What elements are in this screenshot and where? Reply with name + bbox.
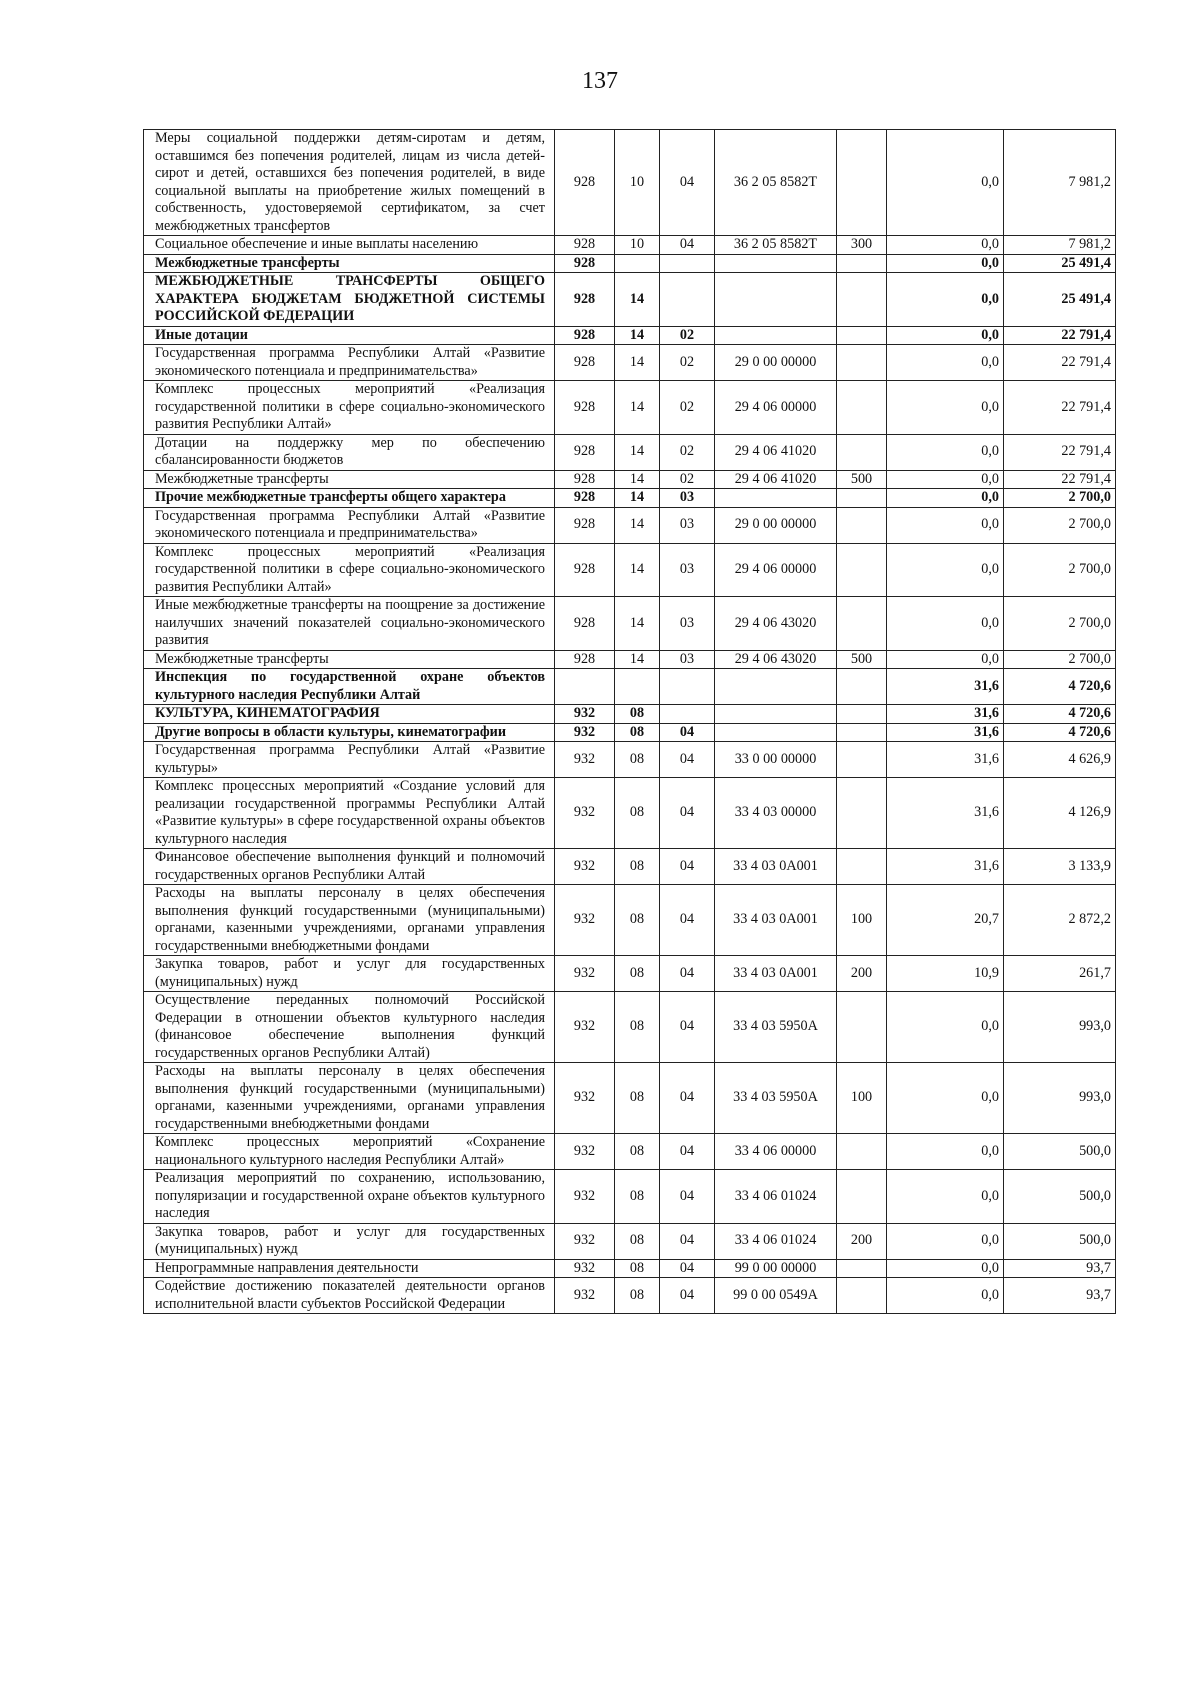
budget-table	[143, 129, 1116, 1314]
grbs-cell: 932	[555, 1223, 615, 1259]
grbs-cell: 932	[555, 705, 615, 724]
subsection-cell: 04	[660, 130, 715, 236]
amount-2-cell: 3 133,9	[1004, 849, 1116, 885]
section-cell: 14	[615, 273, 660, 327]
table-row	[144, 885, 1116, 956]
amount-1-cell: 0,0	[887, 992, 1004, 1063]
subsection-cell: 04	[660, 1278, 715, 1314]
table-row	[144, 489, 1116, 508]
expense-type-cell	[837, 1134, 887, 1170]
expense-type-cell: 100	[837, 885, 887, 956]
subsection-cell: 02	[660, 326, 715, 345]
expense-type-cell: 300	[837, 236, 887, 255]
amount-2-cell: 2 872,2	[1004, 885, 1116, 956]
subsection-cell: 04	[660, 1170, 715, 1224]
section-cell: 08	[615, 1134, 660, 1170]
grbs-cell: 928	[555, 507, 615, 543]
row-name-cell: Расходы на выплаты персоналу в целях обеспечения выполнения функций государственными (муниципальными) органами, казенными учреждениями, органами управления государственными внебюджетными фондами	[144, 1063, 555, 1134]
amount-2-cell: 4 720,6	[1004, 705, 1116, 724]
subsection-cell: 04	[660, 849, 715, 885]
row-name-cell: Межбюджетные трансферты	[144, 470, 555, 489]
table-row	[144, 669, 1116, 705]
section-cell: 08	[615, 742, 660, 778]
row-name-cell: Меры социальной поддержки детям-сиротам и детям, оставшимся без попечения родителей, лицам из числа детей-сирот и детей, оставшихся без попечения родителей, в виде социальной выплаты на приобретение жилых помещений в собственность, удостоверяемой сертификатом, за счет межбюджетных трансфертов	[144, 130, 555, 236]
grbs-cell: 928	[555, 236, 615, 255]
expense-type-cell: 200	[837, 1223, 887, 1259]
subsection-cell: 04	[660, 778, 715, 849]
grbs-cell: 928	[555, 597, 615, 651]
target-article-cell: 29 0 00 00000	[715, 345, 837, 381]
target-article-cell: 33 4 03 5950A	[715, 1063, 837, 1134]
table-row	[144, 507, 1116, 543]
table-row	[144, 254, 1116, 273]
grbs-cell: 928	[555, 470, 615, 489]
grbs-cell: 932	[555, 778, 615, 849]
grbs-cell: 932	[555, 1134, 615, 1170]
section-cell: 08	[615, 705, 660, 724]
row-name-cell: МЕЖБЮДЖЕТНЫЕ ТРАНСФЕРТЫ ОБЩЕГО ХАРАКТЕРА БЮДЖЕТАМ БЮДЖЕТНОЙ СИСТЕМЫ РОССИЙСКОЙ ФЕДЕРАЦИИ	[144, 273, 555, 327]
amount-2-cell: 22 791,4	[1004, 434, 1116, 470]
amount-2-cell: 2 700,0	[1004, 489, 1116, 508]
expense-type-cell	[837, 434, 887, 470]
amount-2-cell: 22 791,4	[1004, 326, 1116, 345]
amount-1-cell: 0,0	[887, 236, 1004, 255]
amount-2-cell: 25 491,4	[1004, 273, 1116, 327]
subsection-cell: 03	[660, 543, 715, 597]
section-cell: 10	[615, 130, 660, 236]
amount-1-cell: 0,0	[887, 650, 1004, 669]
target-article-cell: 29 4 06 00000	[715, 543, 837, 597]
section-cell: 08	[615, 1278, 660, 1314]
amount-2-cell: 22 791,4	[1004, 345, 1116, 381]
grbs-cell: 928	[555, 650, 615, 669]
table-row	[144, 273, 1116, 327]
table-row	[144, 597, 1116, 651]
subsection-cell: 04	[660, 1223, 715, 1259]
row-name-cell: Дотации на поддержку мер по обеспечению сбалансированности бюджетов	[144, 434, 555, 470]
target-article-cell: 33 0 00 00000	[715, 742, 837, 778]
section-cell	[615, 254, 660, 273]
row-name-cell: Закупка товаров, работ и услуг для государственных (муниципальных) нужд	[144, 1223, 555, 1259]
expense-type-cell	[837, 130, 887, 236]
amount-1-cell: 0,0	[887, 130, 1004, 236]
section-cell: 14	[615, 345, 660, 381]
table-row	[144, 1063, 1116, 1134]
grbs-cell: 928	[555, 434, 615, 470]
table-row	[144, 434, 1116, 470]
subsection-cell: 02	[660, 381, 715, 435]
section-cell: 08	[615, 992, 660, 1063]
subsection-cell: 02	[660, 345, 715, 381]
amount-1-cell: 0,0	[887, 345, 1004, 381]
row-name-cell: Комплекс процессных мероприятий «Реализация государственной политики в сфере социально-экономического развития Республики Алтай»	[144, 543, 555, 597]
row-name-cell: Финансовое обеспечение выполнения функций и полномочий государственных органов Республики Алтай	[144, 849, 555, 885]
amount-1-cell: 0,0	[887, 254, 1004, 273]
target-article-cell: 29 4 06 43020	[715, 650, 837, 669]
table-row	[144, 1259, 1116, 1278]
section-cell: 08	[615, 956, 660, 992]
amount-2-cell: 4 126,9	[1004, 778, 1116, 849]
table-row	[144, 849, 1116, 885]
amount-1-cell: 0,0	[887, 1278, 1004, 1314]
expense-type-cell: 200	[837, 956, 887, 992]
table-row	[144, 723, 1116, 742]
target-article-cell: 99 0 00 0549A	[715, 1278, 837, 1314]
table-row	[144, 381, 1116, 435]
expense-type-cell	[837, 705, 887, 724]
page-number: 137	[582, 68, 618, 94]
subsection-cell: 02	[660, 470, 715, 489]
target-article-cell: 36 2 05 8582T	[715, 236, 837, 255]
target-article-cell: 33 4 03 00000	[715, 778, 837, 849]
amount-1-cell: 0,0	[887, 543, 1004, 597]
expense-type-cell	[837, 742, 887, 778]
subsection-cell: 04	[660, 885, 715, 956]
row-name-cell: Непрограммные направления деятельности	[144, 1259, 555, 1278]
target-article-cell: 29 4 06 41020	[715, 470, 837, 489]
grbs-cell: 928	[555, 130, 615, 236]
amount-2-cell: 4 720,6	[1004, 723, 1116, 742]
section-cell	[615, 669, 660, 705]
amount-2-cell: 993,0	[1004, 1063, 1116, 1134]
expense-type-cell	[837, 254, 887, 273]
amount-1-cell: 31,6	[887, 669, 1004, 705]
expense-type-cell	[837, 1278, 887, 1314]
expense-type-cell	[837, 597, 887, 651]
subsection-cell	[660, 705, 715, 724]
table-row	[144, 778, 1116, 849]
amount-1-cell: 0,0	[887, 1223, 1004, 1259]
subsection-cell: 04	[660, 1063, 715, 1134]
row-name-cell: Закупка товаров, работ и услуг для государственных (муниципальных) нужд	[144, 956, 555, 992]
target-article-cell: 29 4 06 00000	[715, 381, 837, 435]
target-article-cell: 33 4 06 01024	[715, 1223, 837, 1259]
subsection-cell	[660, 273, 715, 327]
grbs-cell: 928	[555, 381, 615, 435]
row-name-cell: Государственная программа Республики Алтай «Развитие культуры»	[144, 742, 555, 778]
amount-2-cell: 7 981,2	[1004, 236, 1116, 255]
amount-1-cell: 31,6	[887, 849, 1004, 885]
expense-type-cell	[837, 723, 887, 742]
table-row	[144, 992, 1116, 1063]
grbs-cell: 932	[555, 1278, 615, 1314]
target-article-cell	[715, 273, 837, 327]
subsection-cell	[660, 254, 715, 273]
amount-1-cell: 31,6	[887, 778, 1004, 849]
grbs-cell: 932	[555, 723, 615, 742]
amount-2-cell: 25 491,4	[1004, 254, 1116, 273]
section-cell: 14	[615, 470, 660, 489]
amount-1-cell: 0,0	[887, 1170, 1004, 1224]
row-name-cell: Комплекс процессных мероприятий «Создание условий для реализации государственной программы Республики Алтай «Развитие культуры» в сфере государственной охраны объектов культурного наследия	[144, 778, 555, 849]
target-article-cell: 29 4 06 41020	[715, 434, 837, 470]
subsection-cell: 03	[660, 597, 715, 651]
row-name-cell: Социальное обеспечение и иные выплаты населению	[144, 236, 555, 255]
row-name-cell: Расходы на выплаты персоналу в целях обеспечения выполнения функций государственными (муниципальными) органами, казенными учреждениями, органами управления государственными внебюджетными фондами	[144, 885, 555, 956]
amount-1-cell: 0,0	[887, 1259, 1004, 1278]
row-name-cell: Комплекс процессных мероприятий «Сохранение национального культурного наследия Республики Алтай»	[144, 1134, 555, 1170]
row-name-cell: Иные межбюджетные трансферты на поощрение за достижение наилучших значений показателей социально-экономического развития	[144, 597, 555, 651]
table-row	[144, 1223, 1116, 1259]
amount-1-cell: 31,6	[887, 723, 1004, 742]
section-cell: 08	[615, 885, 660, 956]
expense-type-cell	[837, 992, 887, 1063]
row-name-cell: Другие вопросы в области культуры, кинематографии	[144, 723, 555, 742]
row-name-cell: Иные дотации	[144, 326, 555, 345]
row-name-cell: Прочие межбюджетные трансферты общего характера	[144, 489, 555, 508]
expense-type-cell	[837, 778, 887, 849]
amount-2-cell: 2 700,0	[1004, 597, 1116, 651]
table-row	[144, 470, 1116, 489]
row-name-cell: Государственная программа Республики Алтай «Развитие экономического потенциала и предпринимательства»	[144, 507, 555, 543]
section-cell: 14	[615, 597, 660, 651]
expense-type-cell	[837, 669, 887, 705]
target-article-cell	[715, 489, 837, 508]
row-name-cell: Содействие достижению показателей деятельности органов исполнительной власти субъектов Российской Федерации	[144, 1278, 555, 1314]
section-cell: 08	[615, 1259, 660, 1278]
subsection-cell: 04	[660, 742, 715, 778]
row-name-cell: Межбюджетные трансферты	[144, 254, 555, 273]
expense-type-cell	[837, 489, 887, 508]
amount-1-cell: 31,6	[887, 742, 1004, 778]
amount-2-cell: 22 791,4	[1004, 381, 1116, 435]
section-cell: 08	[615, 1170, 660, 1224]
target-article-cell	[715, 254, 837, 273]
section-cell: 08	[615, 1063, 660, 1134]
target-article-cell: 33 4 03 0A001	[715, 956, 837, 992]
amount-1-cell: 0,0	[887, 273, 1004, 327]
amount-1-cell: 31,6	[887, 705, 1004, 724]
subsection-cell: 04	[660, 956, 715, 992]
target-article-cell: 36 2 05 8582T	[715, 130, 837, 236]
expense-type-cell	[837, 849, 887, 885]
section-cell: 14	[615, 381, 660, 435]
amount-1-cell: 0,0	[887, 434, 1004, 470]
row-name-cell: Государственная программа Республики Алтай «Развитие экономического потенциала и предпринимательства»	[144, 345, 555, 381]
target-article-cell	[715, 723, 837, 742]
section-cell: 08	[615, 849, 660, 885]
section-cell: 14	[615, 434, 660, 470]
amount-2-cell: 993,0	[1004, 992, 1116, 1063]
target-article-cell	[715, 326, 837, 345]
amount-1-cell: 0,0	[887, 1134, 1004, 1170]
amount-1-cell: 0,0	[887, 470, 1004, 489]
amount-1-cell: 0,0	[887, 597, 1004, 651]
grbs-cell: 928	[555, 543, 615, 597]
subsection-cell: 04	[660, 723, 715, 742]
row-name-cell: Реализация мероприятий по сохранению, использованию, популяризации и государственной охране объектов культурного наследия	[144, 1170, 555, 1224]
expense-type-cell: 100	[837, 1063, 887, 1134]
amount-2-cell: 93,7	[1004, 1259, 1116, 1278]
subsection-cell	[660, 669, 715, 705]
target-article-cell: 33 4 03 5950A	[715, 992, 837, 1063]
amount-2-cell: 261,7	[1004, 956, 1116, 992]
section-cell: 14	[615, 543, 660, 597]
section-cell: 08	[615, 778, 660, 849]
section-cell: 10	[615, 236, 660, 255]
grbs-cell: 928	[555, 273, 615, 327]
amount-2-cell: 500,0	[1004, 1170, 1116, 1224]
target-article-cell: 99 0 00 00000	[715, 1259, 837, 1278]
amount-1-cell: 20,7	[887, 885, 1004, 956]
section-cell: 08	[615, 1223, 660, 1259]
target-article-cell: 33 4 06 01024	[715, 1170, 837, 1224]
row-name-cell: Межбюджетные трансферты	[144, 650, 555, 669]
subsection-cell: 02	[660, 434, 715, 470]
section-cell: 08	[615, 723, 660, 742]
grbs-cell	[555, 669, 615, 705]
table-row	[144, 742, 1116, 778]
expense-type-cell	[837, 381, 887, 435]
amount-2-cell: 4 720,6	[1004, 669, 1116, 705]
grbs-cell: 928	[555, 345, 615, 381]
expense-type-cell	[837, 326, 887, 345]
row-name-cell: Комплекс процессных мероприятий «Реализация государственной политики в сфере социально-экономического развития Республики Алтай»	[144, 381, 555, 435]
subsection-cell: 04	[660, 236, 715, 255]
section-cell: 14	[615, 326, 660, 345]
amount-2-cell: 4 626,9	[1004, 742, 1116, 778]
expense-type-cell	[837, 507, 887, 543]
expense-type-cell	[837, 273, 887, 327]
amount-1-cell: 10,9	[887, 956, 1004, 992]
subsection-cell: 04	[660, 1134, 715, 1170]
amount-2-cell: 500,0	[1004, 1223, 1116, 1259]
row-name-cell: Инспекция по государственной охране объектов культурного наследия Республики Алтай	[144, 669, 555, 705]
table-row	[144, 326, 1116, 345]
amount-2-cell: 2 700,0	[1004, 650, 1116, 669]
subsection-cell: 03	[660, 507, 715, 543]
grbs-cell: 932	[555, 1063, 615, 1134]
expense-type-cell: 500	[837, 470, 887, 489]
table-row	[144, 1170, 1116, 1224]
table-row	[144, 236, 1116, 255]
grbs-cell: 932	[555, 849, 615, 885]
amount-2-cell: 7 981,2	[1004, 130, 1116, 236]
subsection-cell: 03	[660, 489, 715, 508]
amount-2-cell: 22 791,4	[1004, 470, 1116, 489]
target-article-cell: 29 0 00 00000	[715, 507, 837, 543]
amount-2-cell: 500,0	[1004, 1134, 1116, 1170]
grbs-cell: 932	[555, 956, 615, 992]
table-row	[144, 650, 1116, 669]
target-article-cell: 33 4 03 0A001	[715, 885, 837, 956]
amount-2-cell: 2 700,0	[1004, 507, 1116, 543]
amount-1-cell: 0,0	[887, 381, 1004, 435]
row-name-cell: Осуществление переданных полномочий Российской Федерации в отношении объектов культурного наследия (финансовое обеспечение выполнения функций государственных органов Республики Алтай)	[144, 992, 555, 1063]
grbs-cell: 928	[555, 254, 615, 273]
table-body	[144, 130, 1116, 1314]
expense-type-cell	[837, 345, 887, 381]
amount-1-cell: 0,0	[887, 507, 1004, 543]
section-cell: 14	[615, 507, 660, 543]
expense-type-cell: 500	[837, 650, 887, 669]
target-article-cell: 29 4 06 43020	[715, 597, 837, 651]
target-article-cell: 33 4 03 0A001	[715, 849, 837, 885]
amount-1-cell: 0,0	[887, 1063, 1004, 1134]
grbs-cell: 932	[555, 992, 615, 1063]
target-article-cell: 33 4 06 00000	[715, 1134, 837, 1170]
grbs-cell: 928	[555, 326, 615, 345]
table-row	[144, 345, 1116, 381]
grbs-cell: 928	[555, 489, 615, 508]
table-row	[144, 543, 1116, 597]
expense-type-cell	[837, 1170, 887, 1224]
table-row	[144, 956, 1116, 992]
table-row	[144, 1278, 1116, 1314]
section-cell: 14	[615, 650, 660, 669]
subsection-cell: 03	[660, 650, 715, 669]
table-row	[144, 130, 1116, 236]
table-row	[144, 1134, 1116, 1170]
amount-1-cell: 0,0	[887, 489, 1004, 508]
grbs-cell: 932	[555, 1170, 615, 1224]
grbs-cell: 932	[555, 885, 615, 956]
amount-2-cell: 93,7	[1004, 1278, 1116, 1314]
amount-2-cell: 2 700,0	[1004, 543, 1116, 597]
subsection-cell: 04	[660, 992, 715, 1063]
subsection-cell: 04	[660, 1259, 715, 1278]
grbs-cell: 932	[555, 1259, 615, 1278]
amount-1-cell: 0,0	[887, 326, 1004, 345]
grbs-cell: 932	[555, 742, 615, 778]
target-article-cell	[715, 705, 837, 724]
section-cell: 14	[615, 489, 660, 508]
expense-type-cell	[837, 543, 887, 597]
target-article-cell	[715, 669, 837, 705]
table-row	[144, 705, 1116, 724]
row-name-cell: КУЛЬТУРА, КИНЕМАТОГРАФИЯ	[144, 705, 555, 724]
expense-type-cell	[837, 1259, 887, 1278]
